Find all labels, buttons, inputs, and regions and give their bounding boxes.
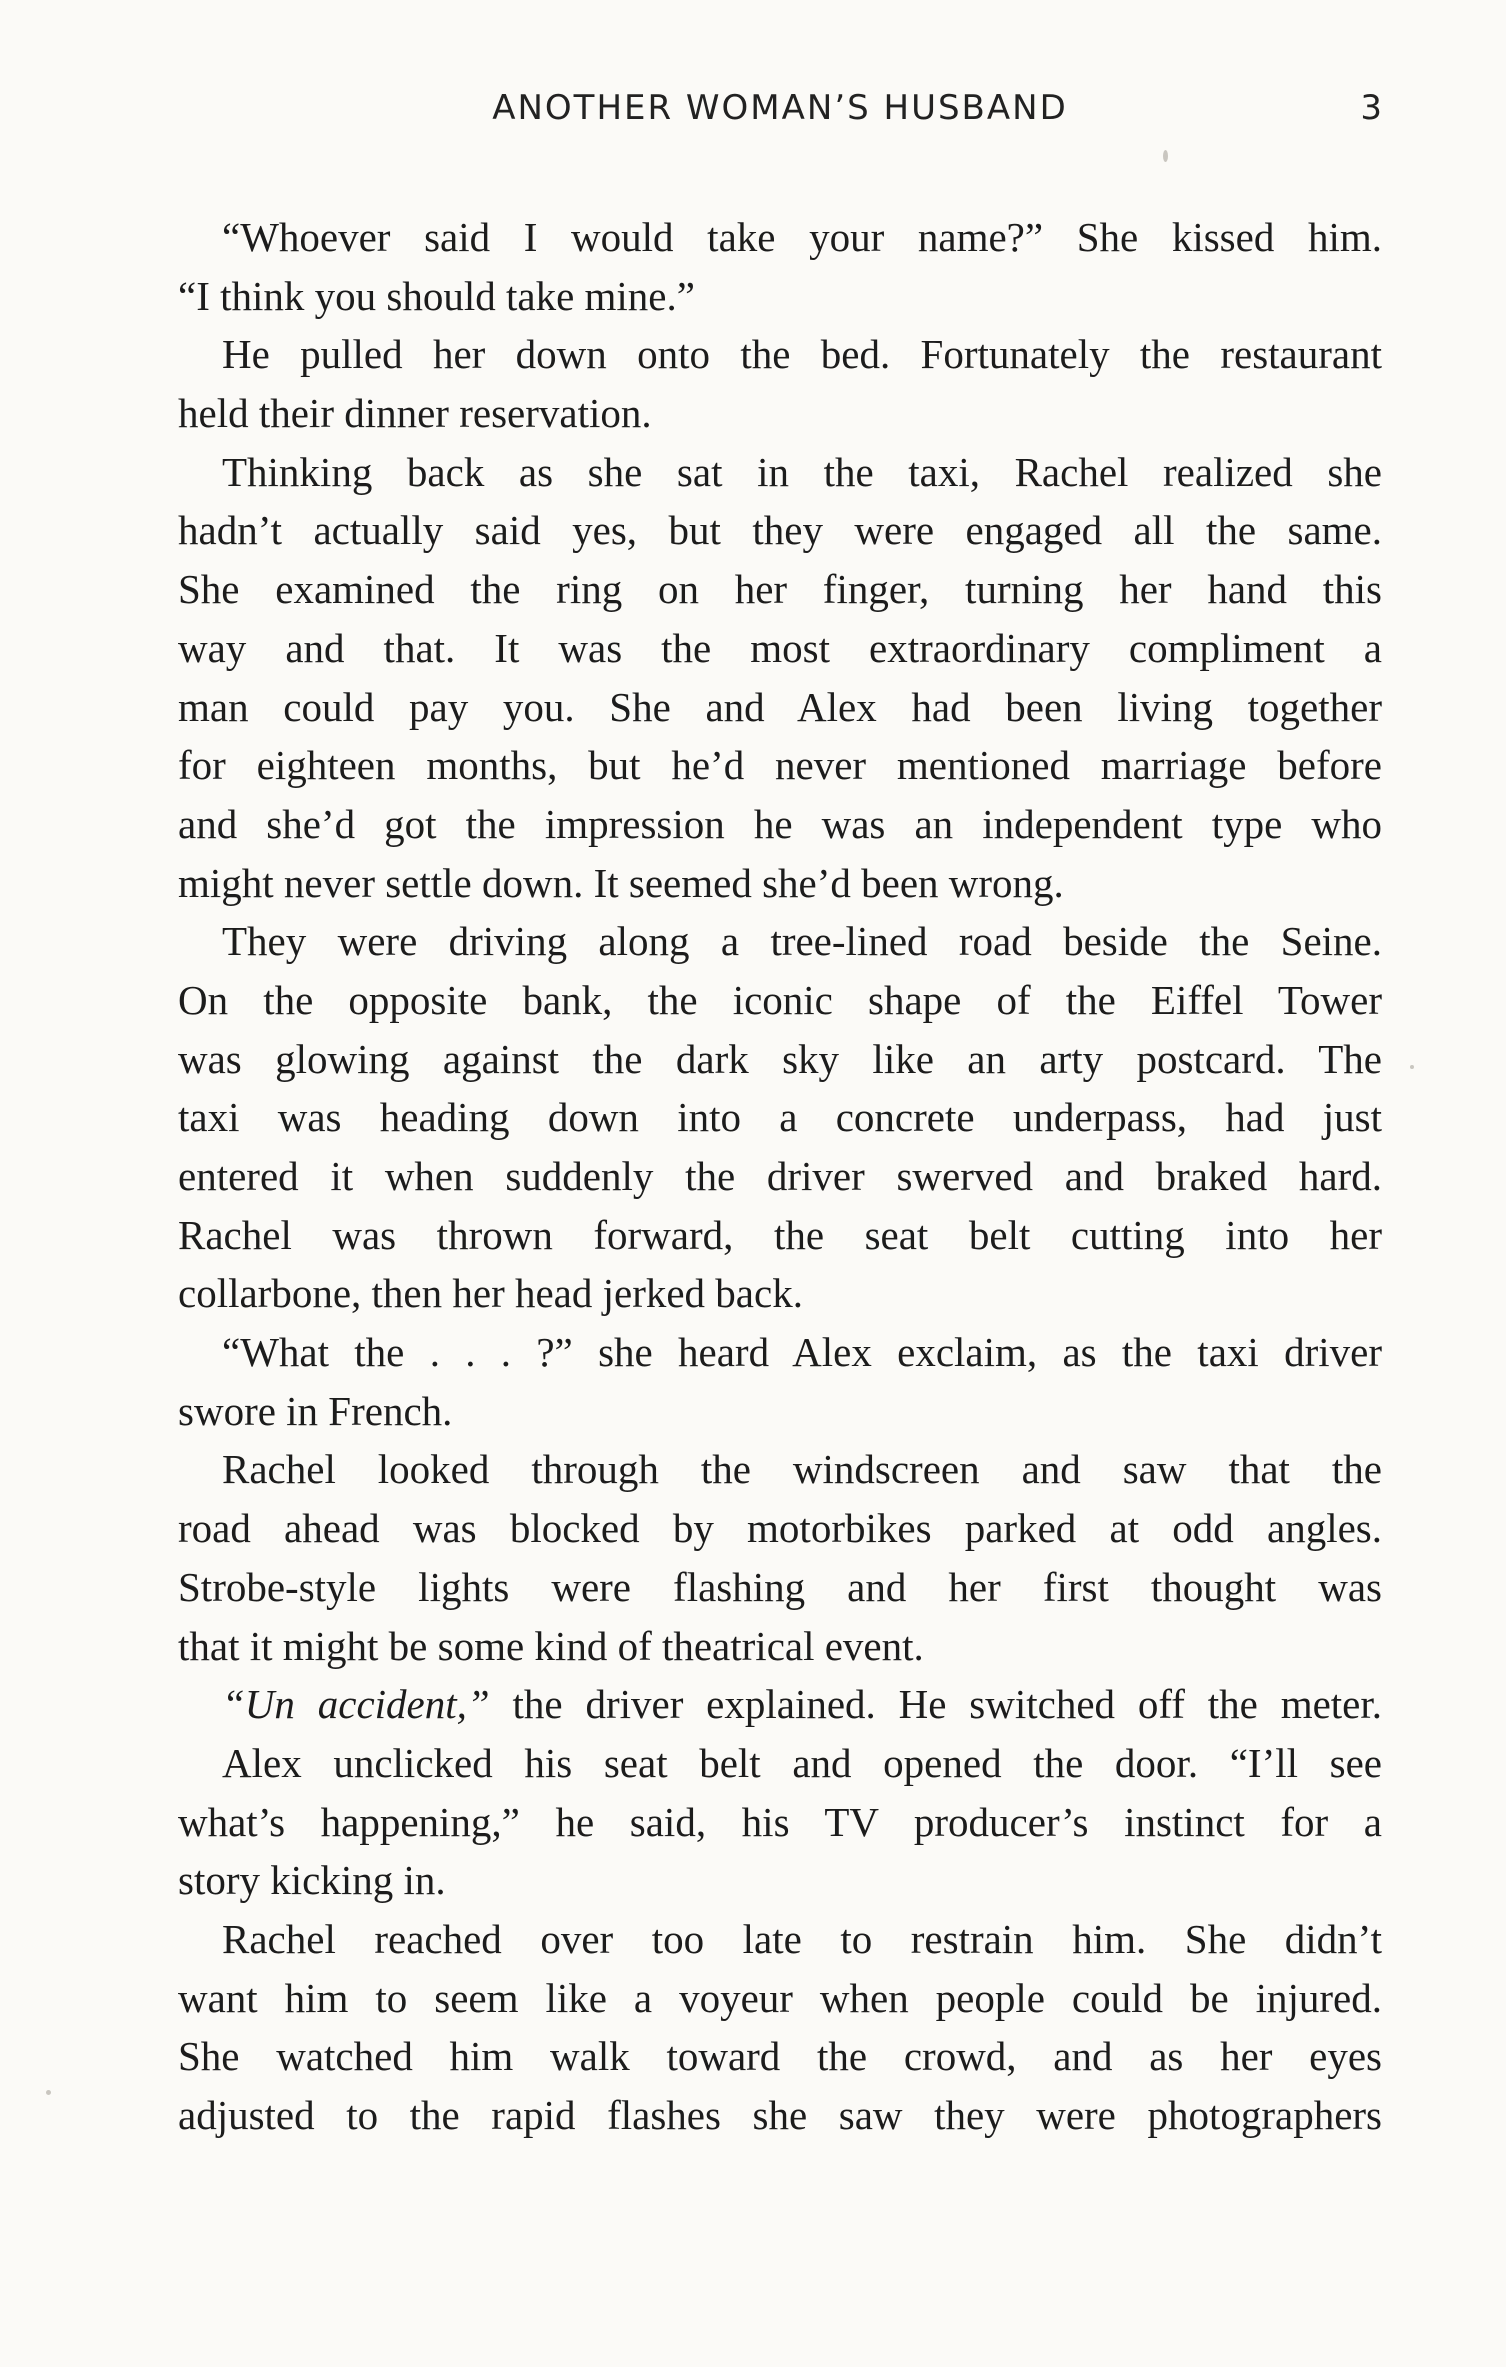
italic-phrase: “Un accident,”: [222, 1681, 490, 1728]
text-line: held their dinner reservation.: [178, 390, 652, 437]
text-line: swore in French.: [178, 1387, 453, 1434]
text-line: He pulled her down onto the bed. Fortunately the restaurant: [222, 331, 1382, 378]
page-number: 3: [1360, 88, 1382, 128]
running-head: [178, 88, 1382, 140]
text-line: “Whoever said I would take your name?” She kissed him.: [222, 214, 1382, 260]
text-line: [178, 1675, 1382, 1734]
text-line: what’s happening,” he said, his TV producer’s instinct for a: [178, 1798, 1382, 1845]
text-line: road ahead was blocked by motorbikes parked at odd angles.: [178, 1505, 1382, 1552]
text-line: taxi was heading down into a concrete underpass, had just: [178, 1094, 1382, 1141]
text-line: Strobe-style lights were flashing and her first thought was: [178, 1563, 1382, 1610]
text-line: that it might be some kind of theatrical event.: [178, 1622, 924, 1669]
text-line: Rachel was thrown forward, the seat belt cutting into her: [178, 1211, 1382, 1258]
text-line: way and that. It was the most extraordinary compliment a: [178, 624, 1382, 671]
text-line: collarbone, then her head jerked back.: [178, 1270, 803, 1317]
text-line: Rachel reached over too late to restrain him. She didn’t: [222, 1915, 1382, 1962]
text-line: On the opposite bank, the iconic shape of the Eiffel Tower: [178, 976, 1382, 1023]
text-line: man could pay you. She and Alex had been living together: [178, 683, 1382, 730]
text-line: She examined the ring on her finger, turning her hand this: [178, 566, 1382, 613]
text-line: and she’d got the impression he was an independent type who: [178, 800, 1382, 847]
text-line: Alex unclicked his seat belt and opened the door. “I’ll see: [222, 1739, 1382, 1786]
text-line: Rachel looked through the windscreen and saw that the: [222, 1446, 1382, 1493]
text-line: entered it when suddenly the driver swerved and braked hard.: [178, 1153, 1382, 1199]
scan-speck: [46, 2090, 51, 2095]
scan-speck: [1410, 1065, 1414, 1069]
text-line: “What the . . . ?” she heard Alex exclaim, as the taxi driver: [222, 1329, 1382, 1376]
text-line: “I think you should take mine.”: [178, 272, 695, 319]
text-line: story kicking in.: [178, 1857, 446, 1904]
running-title: ANOTHER WOMAN’S HUSBAND: [492, 88, 1068, 128]
text-line: might never settle down. It seemed she’d been wrong.: [178, 859, 1064, 906]
body-text: [178, 208, 1382, 2145]
text-line: for eighteen months, but he’d never mentioned marriage before: [178, 742, 1382, 789]
scan-speck: [1163, 150, 1168, 162]
text-line: was glowing against the dark sky like an arty postcard. The: [178, 1035, 1382, 1082]
text-line: They were driving along a tree-lined road beside the Seine.: [222, 918, 1382, 965]
text-line: adjusted to the rapid flashes she saw they were photographers: [178, 2092, 1382, 2138]
text-line-rest: the driver explained. He switched off the meter.: [512, 1681, 1382, 1728]
text-line: She watched him walk toward the crowd, and as her eyes: [178, 2033, 1382, 2080]
text-line: hadn’t actually said yes, but they were engaged all the same.: [178, 507, 1382, 554]
text-line: Thinking back as she sat in the taxi, Rachel realized she: [222, 448, 1382, 495]
text-line: want him to seem like a voyeur when people could be injured.: [178, 1974, 1382, 2021]
